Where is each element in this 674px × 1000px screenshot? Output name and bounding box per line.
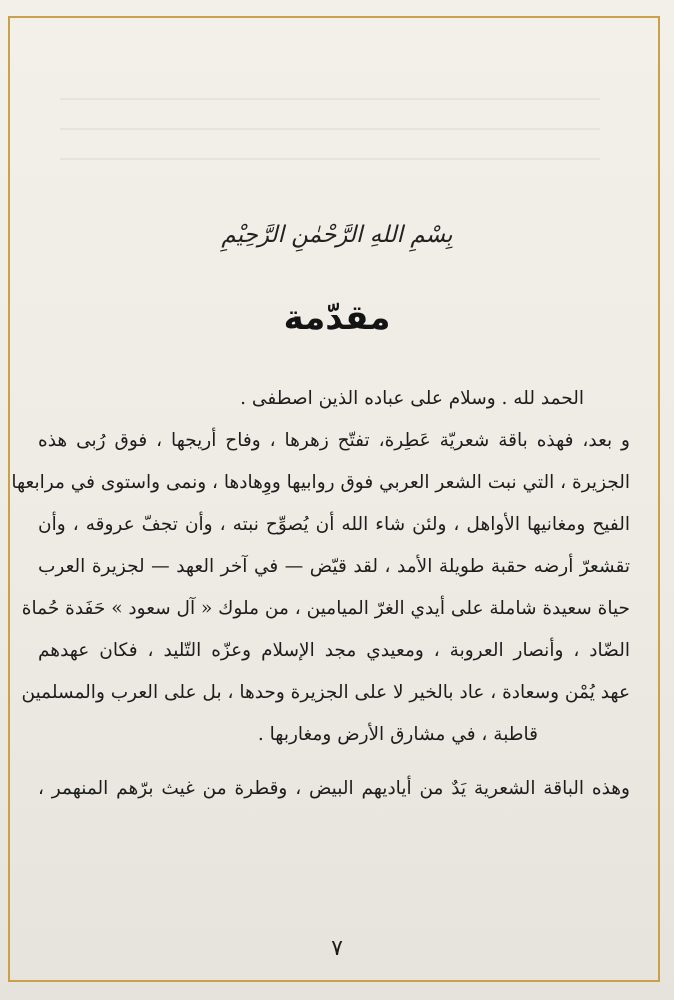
text-line: الضّاد ، وأنصار العروبة ، ومعيدي مجد الإسلام وعزّه التّليد ، فكان عهدهم: [38, 640, 630, 661]
text-line: تقشعرّ أرضه حقبة طويلة الأمد ، لقد قيّض — في آخر العهد — لجزيرة العرب: [38, 556, 630, 577]
body-text: [11, 378, 630, 810]
text-line: قاطبة ، في مشارق الأرض ومغاربها .: [257, 724, 538, 745]
text-line: الفيح ومغانيها الأواهل ، ولئن شاء الله أن يُصوِّح نبته ، وأن تجفّ عروقه ، وأن: [38, 514, 630, 535]
text-line: حياة سعيدة شاملة على أيدي الغرّ الميامين ، من ملوك « آل سعود » حَفَدة حُماة: [21, 598, 630, 619]
text-line: عهد يُمْن وسعادة ، عاد بالخير لا على الجزيرة وحدها ، بل على العرب والمسلمين: [21, 682, 630, 703]
text-line: الحمد لله . وسلام على عباده الذين اصطفى .: [240, 388, 584, 409]
text-line: و بعد، فهذه باقة شعريّة عَطِرة، تفتّح زهرها ، وفاح أريجها ، فوق رُبى هذه: [38, 430, 630, 451]
basmala: بِسْمِ اللهِ الرَّحْمٰنِ الرَّحِيْمِ: [221, 222, 453, 248]
bleed-through-text: [60, 70, 600, 180]
text-line: وهذه الباقة الشعرية يَدٌ من أياديهم البيض ، وقطرة من غيث برّهم المنهمر ،: [38, 778, 630, 799]
page-number: ٧: [331, 936, 343, 961]
page-title: مقدّمة: [283, 298, 391, 338]
text-line: الجزيرة ، التي نبت الشعر العربي فوق روابيها ووِهادها ، ونمى واستوى في مرابعها: [11, 472, 630, 493]
